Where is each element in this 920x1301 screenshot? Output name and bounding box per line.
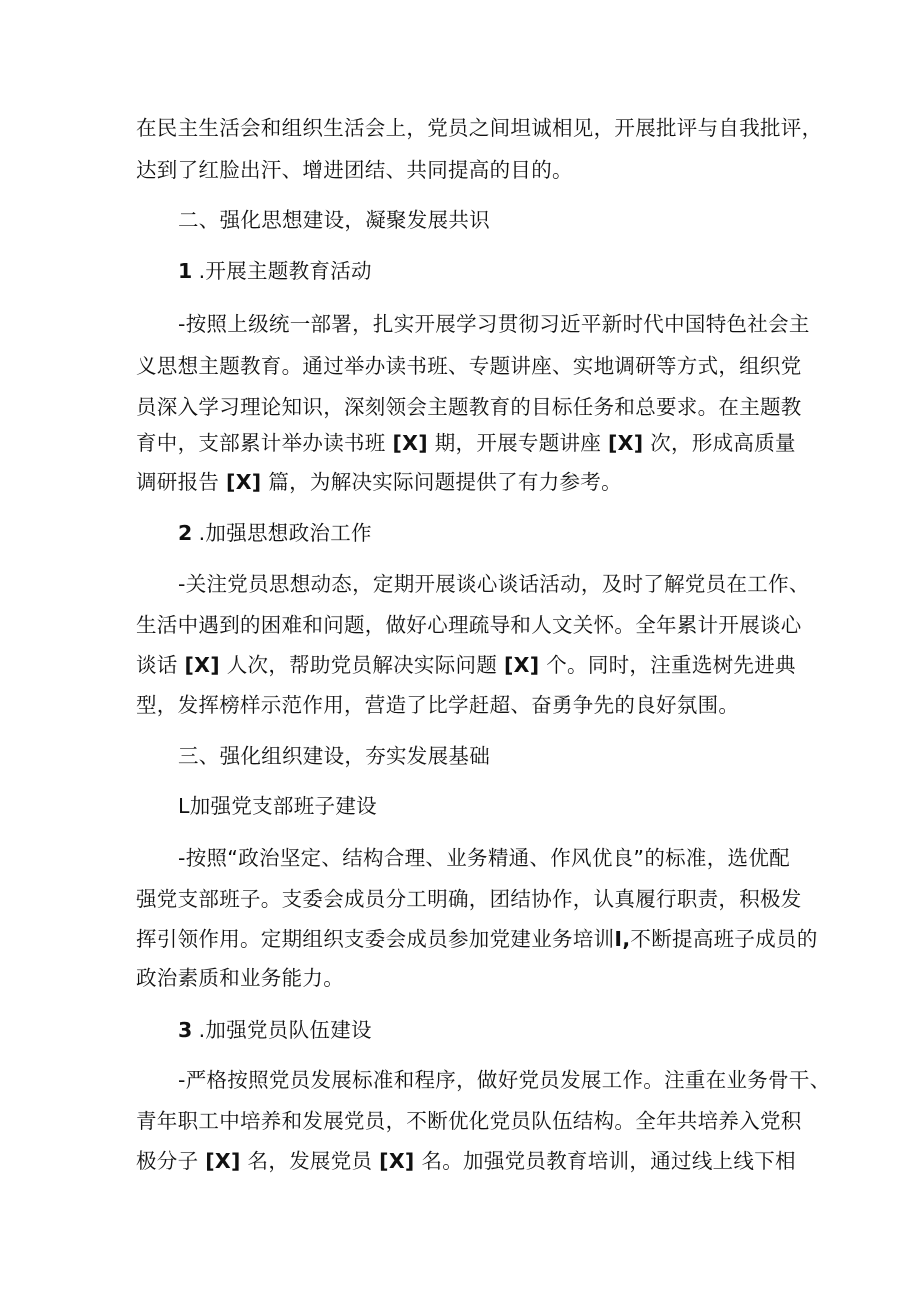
paragraph-line: 员深入学习理论知识，深刻领会主题教育的目标任务和总要求。在主题教 — [136, 395, 802, 419]
subsection-number: 1 — [178, 259, 193, 283]
paragraph-line: 政治素质和业务能力。 — [136, 966, 344, 990]
subsection-heading: 2 .加强思想政治工作 — [178, 521, 372, 545]
paragraph-line: 达到了红脸出汗、增进团结、共同提高的目的。 — [136, 158, 573, 182]
placeholder-value: [X] — [205, 1149, 241, 1173]
stray-mark: I, — [614, 927, 631, 951]
paragraph-line: -关注党员思想动态，定期开展谈心谈话活动，及时了解党员在工作、 — [178, 572, 810, 596]
placeholder-value: [X] — [503, 653, 540, 677]
subsection-heading: 1 .开展主题教育活动 — [178, 259, 372, 283]
subsection-heading: 3 .加强党员队伍建设 — [178, 1018, 372, 1042]
paragraph-line: 谈话 [X] 人次，帮助党员解决实际问题 [X] 个。同时，注重选树先进典 — [136, 653, 796, 677]
placeholder-value: [X] — [226, 470, 262, 494]
placeholder-value: [X] — [392, 431, 428, 455]
paragraph-line: -严格按照党员发展标准和程序，做好党员发展工作。注重在业务骨干、 — [178, 1068, 831, 1092]
placeholder-value: [X] — [607, 431, 644, 455]
paragraph-line: -按照上级统一部署，扎实开展学习贯彻习近平新时代中国特色社会主 — [178, 312, 810, 336]
section-heading: 二、强化思想建设，凝聚发展共识 — [178, 208, 490, 232]
paragraph-line: 生活中遇到的困难和问题，做好心理疏导和人文关怀。全年累计开展谈心 — [136, 613, 802, 637]
paragraph-line: 强党支部班子。支委会成员分工明确，团结协作，认真履行职责，积极发 — [136, 887, 802, 911]
paragraph-line: 极分子 [X] 名，发展党员 [X] 名。加强党员教育培训，通过线上线下相 — [136, 1149, 796, 1173]
paragraph-line: 型，发挥榜样示范作用，营造了比学赶超、奋勇争先的良好氛围。 — [136, 693, 740, 717]
paragraph-line: 义思想主题教育。通过举办读书班、专题讲座、实地调研等方式，组织党 — [136, 354, 802, 378]
placeholder-value: [X] — [184, 653, 220, 677]
paragraph-line: 育中，支部累计举办读书班 [X] 期，开展专题讲座 [X] 次，形成高质量 — [136, 431, 796, 455]
paragraph-line: 在民主生活会和组织生活会上，党员之间坦诚相见，开展批评与自我批评， — [136, 116, 823, 140]
placeholder-value: [X] — [379, 1149, 415, 1173]
paragraph-line: 挥引领作用。定期组织支委会成员参加党建业务培训I,不断提高班子成员的 — [136, 927, 818, 951]
section-heading: 三、强化组织建设，夯实发展基础 — [178, 744, 490, 768]
paragraph-line: -按照“政治坚定、结构合理、业务精通、作风优良”的标准，选优配 — [178, 846, 790, 870]
subsection-heading: L加强党支部班子建设 — [178, 794, 377, 818]
subsection-number: 3 — [178, 1018, 193, 1042]
paragraph-line: 调研报告 [X] 篇，为解决实际问题提供了有力参考。 — [136, 470, 622, 494]
subsection-number: 2 — [178, 521, 193, 545]
paragraph-line: 青年职工中培养和发展党员，不断优化党员队伍结构。全年共培养入党积 — [136, 1109, 802, 1133]
